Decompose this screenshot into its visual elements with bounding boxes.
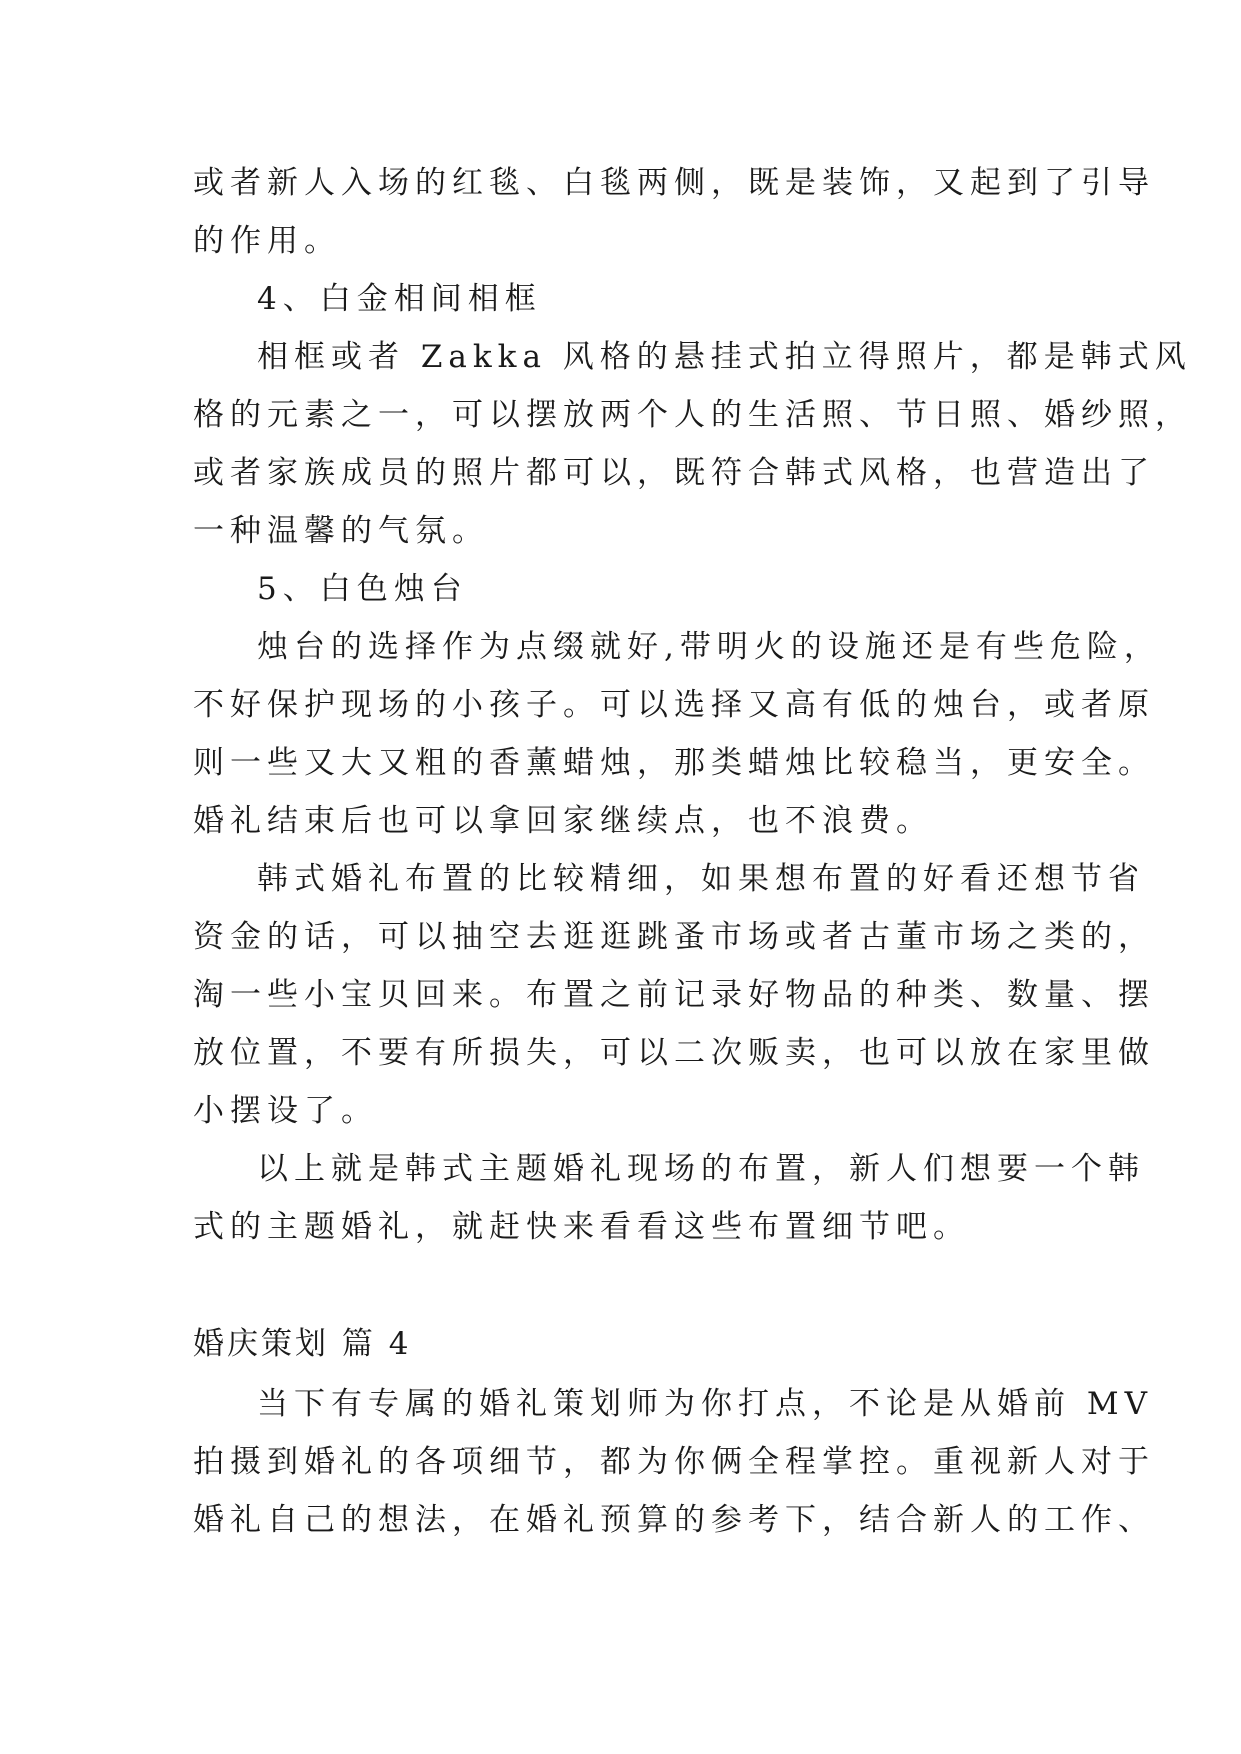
paragraph-line: 韩式婚礼布置的比较精细，如果想布置的好看还想节省 (257, 861, 1145, 897)
paragraph-line: 资金的话，可以抽空去逛逛跳蚤市场或者古董市场之类的， (193, 919, 1155, 955)
paragraph-line: 或者新人入场的红毯、白毯两侧，既是装饰，又起到了引导 (193, 165, 1155, 201)
paragraph-line: 放位置，不要有所损失，可以二次贩卖，也可以放在家里做 (193, 1035, 1155, 1071)
paragraph-line: 相框或者 Zakka 风格的悬挂式拍立得照片，都是韩式风 (257, 339, 1192, 375)
paragraph-line: 式的主题婚礼，就赶快来看看这些布置细节吧。 (193, 1209, 970, 1245)
paragraph-line: 或者家族成员的照片都可以，既符合韩式风格，也营造出了 (193, 455, 1155, 491)
section-heading: 4、白金相间相框 (257, 281, 542, 317)
paragraph-line: 淘一些小宝贝回来。布置之前记录好物品的种类、数量、摆 (193, 977, 1155, 1013)
paragraph-line: 拍摄到婚礼的各项细节，都为你俩全程掌控。重视新人对于 (193, 1444, 1155, 1480)
paragraph-line: 不好保护现场的小孩子。可以选择又高有低的烛台，或者原 (193, 687, 1155, 723)
paragraph-line: 格的元素之一，可以摆放两个人的生活照、节日照、婚纱照， (193, 397, 1192, 433)
paragraph-line: 的作用。 (193, 223, 341, 259)
paragraph-line: 以上就是韩式主题婚礼现场的布置，新人们想要一个韩 (257, 1151, 1145, 1187)
paragraph-line: 则一些又大又粗的香薰蜡烛，那类蜡烛比较稳当，更安全。 (193, 745, 1155, 781)
section-title: 婚庆策划 篇 4 (193, 1326, 412, 1362)
paragraph-line: 婚礼结束后也可以拿回家继续点，也不浪费。 (193, 803, 933, 839)
paragraph-line: 小摆设了。 (193, 1093, 378, 1129)
paragraph-line: 婚礼自己的想法，在婚礼预算的参考下，结合新人的工作、 (193, 1502, 1155, 1538)
paragraph-line: 一种温馨的气氛。 (193, 513, 489, 549)
paragraph-line: 烛台的选择作为点缀就好,带明火的设施还是有些危险， (257, 629, 1161, 665)
paragraph-line: 当下有专属的婚礼策划师为你打点，不论是从婚前 MV (257, 1386, 1153, 1422)
section-heading: 5、白色烛台 (257, 571, 468, 607)
